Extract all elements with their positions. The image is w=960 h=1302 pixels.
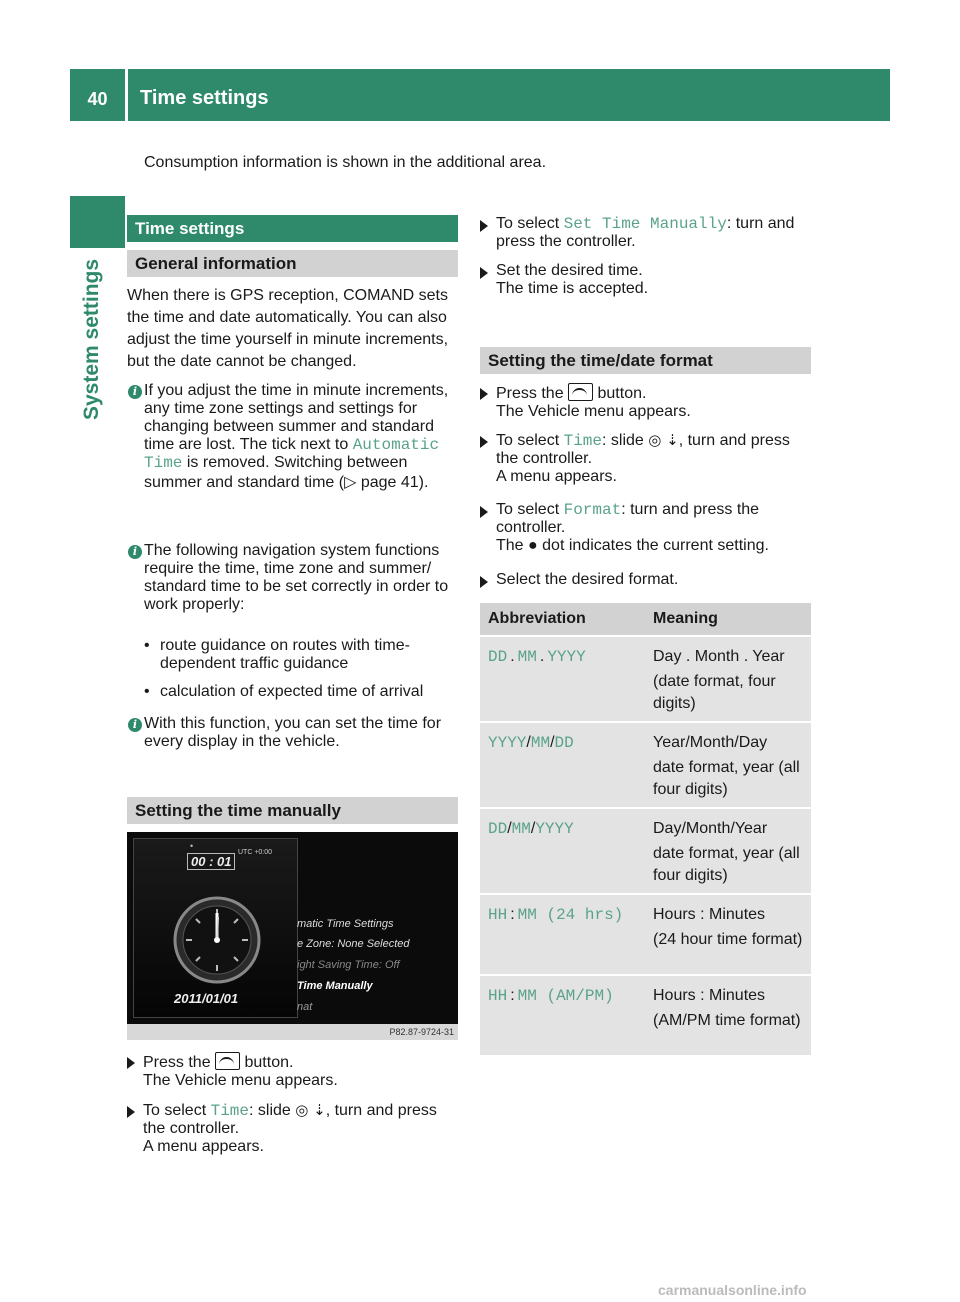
format-code: YYYY	[547, 648, 586, 666]
format-separator: /	[526, 734, 531, 751]
step-arrow-icon	[480, 388, 488, 400]
controller-icon: ◎ ⇣	[295, 1101, 326, 1119]
abbreviation-cell	[480, 895, 645, 974]
date-readout: 2011/01/01	[174, 991, 239, 1006]
analog-clock-icon	[172, 895, 262, 985]
step-arrow-icon	[480, 506, 488, 518]
column-header-abbreviation: Abbreviation	[480, 603, 645, 635]
step-text: To select	[496, 501, 560, 518]
intro-text: Consumption information is shown in the additional area.	[144, 154, 547, 171]
meaning-text: Hours : Minutes	[653, 906, 766, 923]
step-result: The Vehicle menu appears.	[496, 403, 691, 420]
step-text: , turn and press the controller.	[496, 432, 790, 467]
subsection-heading-general: General information	[127, 250, 458, 277]
step-arrow-icon	[480, 267, 488, 279]
abbreviation-cell	[480, 976, 645, 1055]
meaning-cell	[645, 637, 811, 721]
step-arrow-icon	[480, 220, 488, 232]
info-note-2	[127, 542, 459, 632]
abbreviation-cell	[480, 809, 645, 893]
meaning-cell	[645, 809, 811, 893]
step-press-vehicle	[127, 1052, 459, 1100]
time-settings-screen-image	[127, 832, 458, 1040]
info-icon: i	[128, 385, 142, 399]
table-row	[480, 976, 811, 1055]
step-set-time	[480, 262, 811, 310]
step-text: : slide	[602, 432, 644, 449]
meaning-cell	[645, 976, 811, 1055]
abbreviation-cell	[480, 637, 645, 721]
menu-code-set-time: Set Time Manually	[563, 215, 727, 233]
step-result: The	[496, 537, 524, 554]
info1-text-a: If you adjust the time in minute increments, any time zone settings and settings for changing between summer and standard time are lost. The tick next to	[144, 382, 449, 453]
page-number: 40	[87, 88, 108, 109]
bullet-text: calculation of expected time of arrival	[160, 683, 424, 700]
step-text: : slide	[249, 1102, 291, 1119]
bullet-text: route guidance on routes with time-dependent traffic guidance	[160, 637, 410, 672]
meaning-text: Day . Month . Year	[653, 648, 785, 665]
format-table	[480, 601, 811, 1057]
info-note-3	[127, 715, 459, 765]
clock-panel: • 00 : 01 UTC +0:00 2011/01/01	[133, 838, 298, 1018]
step-text: , turn and press the controller.	[143, 1102, 437, 1137]
step-text: : turn and press the controller.	[496, 215, 795, 250]
vehicle-button-icon[interactable]	[215, 1052, 240, 1070]
step-result: A menu appears.	[496, 468, 617, 485]
subsection-heading-format: Setting the time/date format	[480, 347, 811, 374]
menu-item-selected: Time Manually	[297, 980, 373, 992]
step-select-time	[480, 431, 811, 501]
step-arrow-icon	[127, 1106, 135, 1118]
step-text: Set the desired time.	[496, 262, 643, 279]
header-divider	[125, 69, 128, 121]
format-separator: .	[539, 648, 545, 665]
step-text: button.	[244, 1054, 294, 1071]
chapter-tab	[70, 196, 125, 248]
meaning-detail: date format, year (all four digits)	[653, 845, 800, 884]
menu-item: ight Saving Time: Off	[297, 959, 400, 971]
step-select-format	[480, 501, 811, 571]
column-header-meaning: Meaning	[645, 603, 811, 635]
section-heading-time-settings: Time settings	[127, 215, 458, 242]
meaning-detail: (date format, four digits)	[653, 673, 776, 712]
format-separator: :	[510, 906, 515, 923]
format-code: HH	[488, 906, 508, 924]
info2-text: The following navigation system functions require the time, time zone and summer/ standard time to be set correctly in order to work properly:	[144, 542, 449, 613]
step-press-vehicle	[480, 383, 811, 431]
step-arrow-icon	[480, 436, 488, 448]
menu-item: e Zone: None Selected	[297, 938, 410, 950]
info3-text: With this function, you can set the time for every display in the vehicle.	[144, 715, 442, 750]
step-select-time	[127, 1101, 459, 1171]
meaning-detail: (24 hour time format)	[653, 931, 803, 948]
table-row	[480, 637, 811, 721]
table-row	[480, 895, 811, 974]
menu-code-format: Format	[563, 501, 622, 519]
image-caption: P82.87-9724-31	[127, 1024, 458, 1040]
step-result: A menu appears.	[143, 1138, 264, 1155]
step-result: dot indicates the current setting.	[542, 537, 769, 554]
format-code: MM	[530, 734, 551, 752]
utc-label: UTC +0:00	[238, 849, 273, 856]
step-text: Press the	[496, 385, 564, 402]
time-readout: 00 : 01	[187, 853, 235, 870]
menu-item: matic Time Settings	[297, 918, 394, 930]
info-icon: i	[128, 545, 142, 559]
meaning-text: Year/Month/Day	[653, 734, 768, 751]
watermark: carmanualsonline.info	[658, 1282, 807, 1298]
format-separator: /	[507, 820, 512, 837]
step-text: To select	[496, 432, 560, 449]
step-arrow-icon	[127, 1057, 135, 1069]
general-paragraph: When there is GPS reception, COMAND sets the time and date automatically. You can also adjust the time yourself in minute increments, but the date cannot be changed.	[127, 287, 449, 370]
menu-item: nat	[297, 1001, 313, 1013]
meaning-cell	[645, 895, 811, 974]
meaning-detail: date format, year (all four digits)	[653, 759, 800, 798]
radio-dot-icon: ●	[528, 537, 538, 554]
format-separator: /	[550, 734, 555, 751]
page-title: Time settings	[140, 86, 269, 109]
format-separator: /	[530, 820, 536, 837]
step-text: To select	[143, 1102, 207, 1119]
meaning-text: Day/Month/Year	[653, 820, 768, 837]
step-arrow-icon	[480, 576, 488, 588]
format-code: HH	[488, 987, 508, 1005]
abbreviation-cell	[480, 723, 645, 807]
info-icon: i	[128, 718, 142, 732]
format-code: DD	[554, 734, 574, 752]
subsection-heading-manual: Setting the time manually	[127, 797, 458, 824]
format-code: MM (24 hrs)	[517, 906, 624, 924]
step-text: Select the desired format.	[496, 571, 679, 588]
step-select-format-desired	[480, 571, 811, 595]
table-row	[480, 723, 811, 807]
vehicle-button-icon[interactable]	[568, 383, 593, 401]
step-result: The time is accepted.	[496, 280, 649, 297]
format-code: DD	[488, 820, 508, 838]
format-code: MM	[511, 820, 531, 838]
format-separator: .	[510, 648, 515, 665]
format-separator: :	[510, 987, 515, 1004]
page-reference-link[interactable]: (▷ page 41).	[338, 474, 429, 491]
info-note-1	[127, 382, 459, 532]
format-code: DD	[488, 648, 508, 666]
menu-code-time: Time	[210, 1102, 249, 1120]
format-code: MM	[517, 648, 537, 666]
info1-text-b: is removed. Switching between summer and standard time	[144, 454, 408, 491]
meaning-text: Hours : Minutes	[653, 987, 766, 1004]
format-code: YYYY	[535, 820, 574, 838]
step-text: Press the	[143, 1054, 211, 1071]
format-code: MM (AM/PM)	[517, 987, 614, 1005]
step-text: To select	[496, 215, 560, 232]
table-row	[480, 809, 811, 893]
controller-icon: ◎ ⇣	[648, 431, 679, 449]
meaning-detail: (AM/PM time format)	[653, 1012, 801, 1029]
menu-code-time: Time	[563, 432, 602, 450]
meaning-cell	[645, 723, 811, 807]
step-select-set-time	[480, 215, 811, 263]
format-code: YYYY	[488, 734, 527, 752]
chapter-label: System settings	[80, 258, 103, 420]
step-result: The Vehicle menu appears.	[143, 1072, 338, 1089]
step-text: button.	[597, 385, 647, 402]
step-text: : turn and press the controller.	[496, 501, 760, 536]
automatic-time-code: Automatic Time	[144, 436, 440, 472]
